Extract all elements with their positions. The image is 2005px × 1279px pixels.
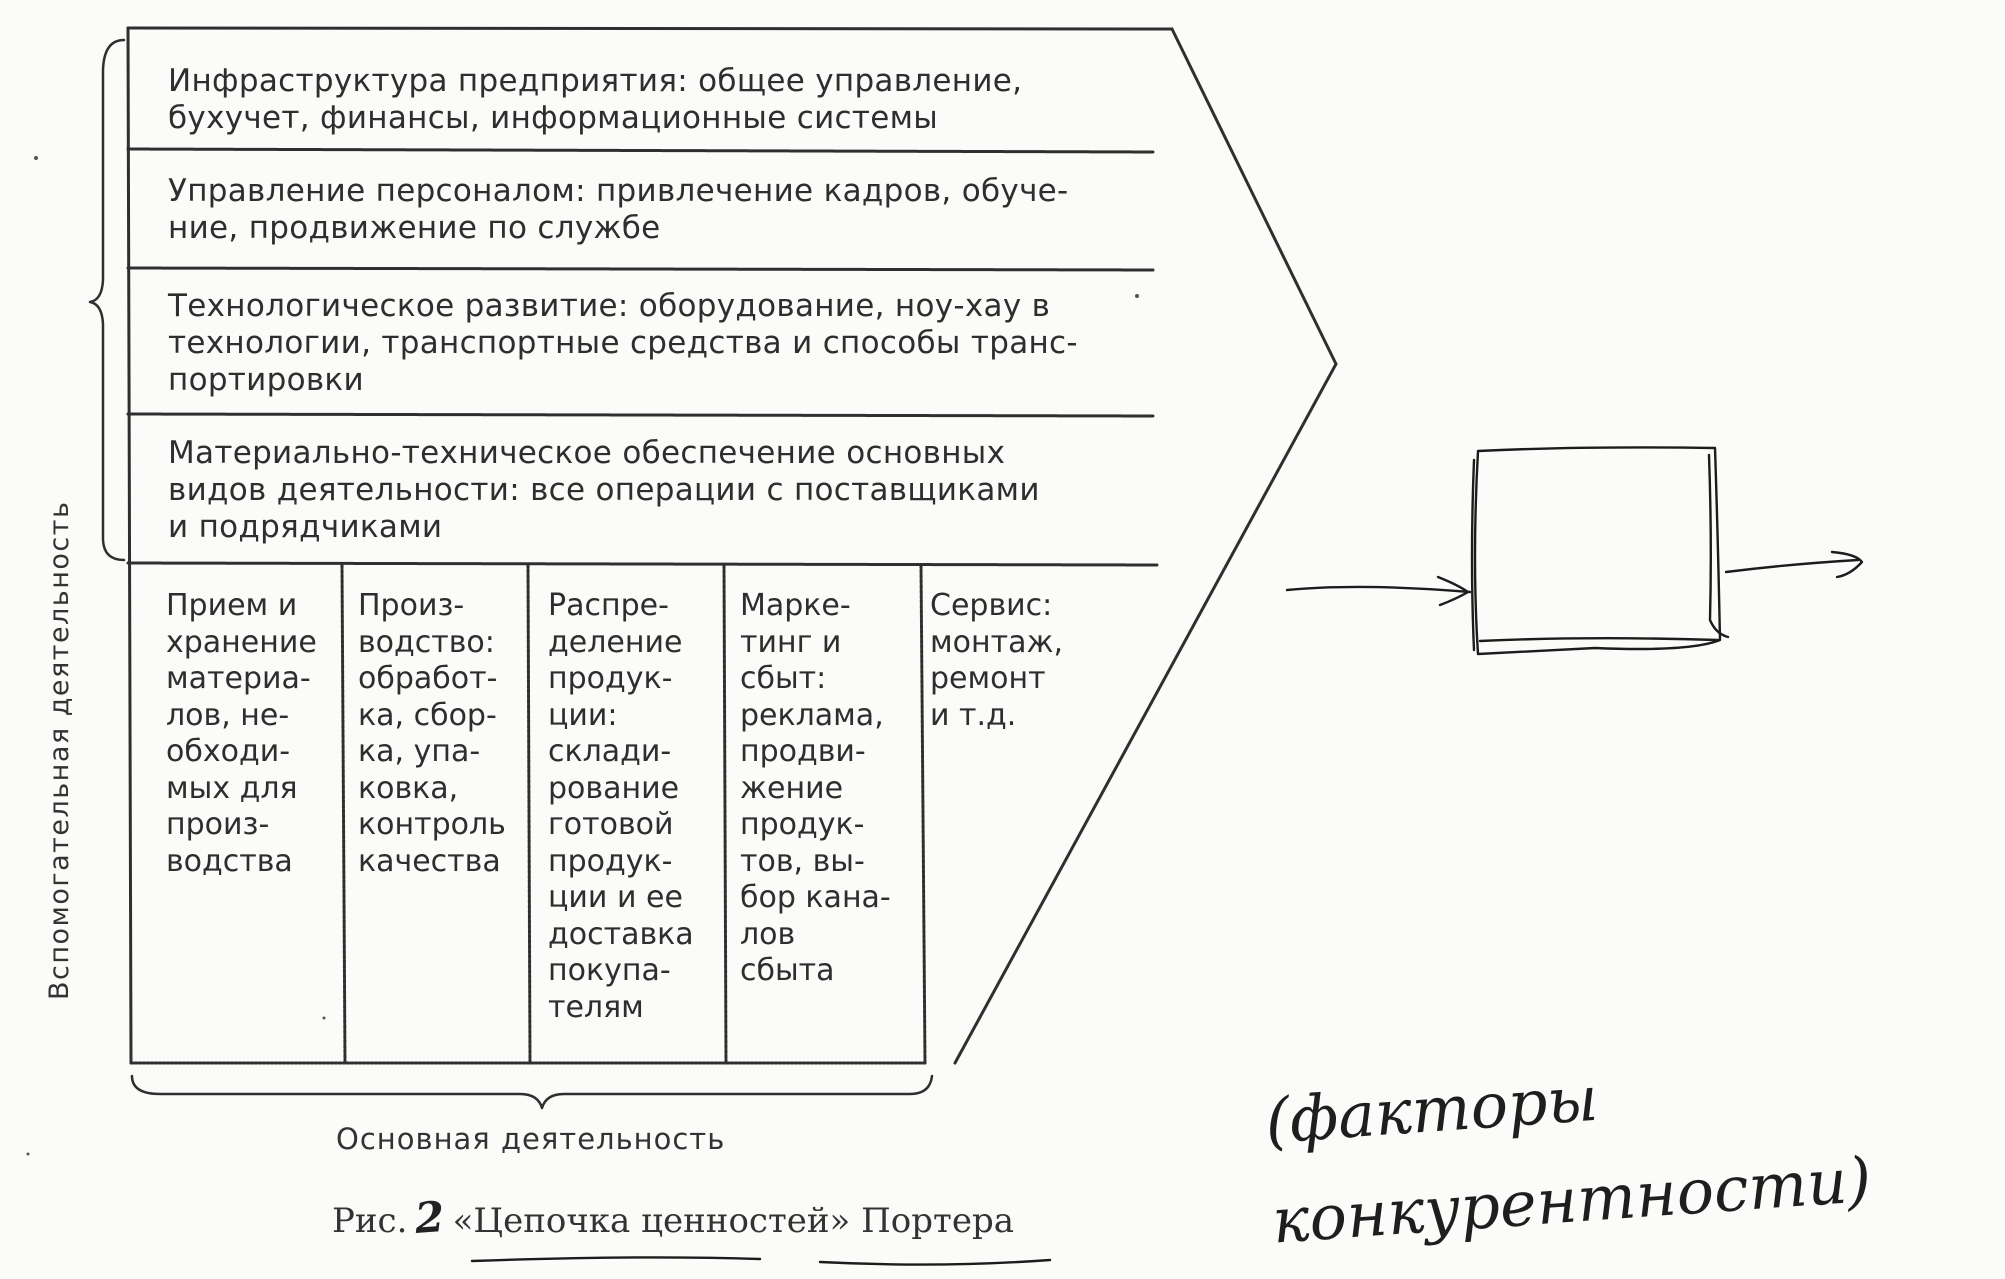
figure-caption [332, 1193, 1014, 1242]
primary-activity-inbound-logistics: Прием и хранение материа- лов, не- обходи- мых для произ- водства [166, 588, 317, 879]
primary-col-divider-4 [921, 565, 925, 1063]
support-row-divider-2 [128, 268, 1153, 270]
caption-prefix: Рис. [332, 1201, 408, 1241]
frame-top-edge [128, 28, 1172, 29]
support-row-divider-3 [128, 414, 1153, 416]
support-activity-technology-development: Технологическое развитие: оборудование, ноу-хау в технологии, транспортные средства и способы транс- портировки [168, 288, 1078, 398]
handwritten-note: (факторы конкурентности) [1262, 1061, 1874, 1258]
primary-col-divider-1 [342, 565, 345, 1063]
primary-activity-marketing-sales: Марке- тинг и сбыт: реклама, продви- жение продук- тов, вы- бор кана- лов сбыта [740, 588, 891, 988]
primary-activity-outbound-logistics: Распре- деление продук- ции: склади- рование готовой продук- ции и ее доставка покупа- телям [548, 588, 694, 1025]
scan-speck [323, 1017, 326, 1020]
support-brace [90, 40, 124, 560]
primary-activities-label: Основная деятельность [336, 1122, 726, 1156]
sketch-box-bottom-double [1480, 638, 1718, 641]
caption-pen-underline-1 [472, 1257, 760, 1261]
support-activity-hr-management: Управление персоналом: привлечение кадров, обуче- ние, продвижение по службе [168, 173, 1069, 246]
support-row-divider-4 [128, 563, 1157, 565]
scan-speck [27, 1153, 30, 1156]
sketch-arrow-out-head [1832, 552, 1862, 577]
support-activity-infrastructure: Инфраструктура предприятия: общее управление, бухучет, финансы, информационные системы [168, 63, 1023, 136]
primary-brace [132, 1076, 932, 1108]
sketch-box [1475, 447, 1720, 654]
caption-figure-number: 2 [413, 1192, 447, 1243]
sketch-box-inner-left [1472, 460, 1474, 650]
caption-title: «Цепочка ценностей» Портера [452, 1201, 1015, 1241]
frame-left-edge [128, 28, 131, 1063]
sketch-arrow-in-shaft [1287, 587, 1470, 592]
primary-activity-operations: Произ- водство: обработ- ка, сбор- ка, упа- ковка, контроль качества [358, 588, 506, 879]
support-activity-procurement: Материально-техническое обеспечение основных видов деятельности: все операции с поставщиками и подрядчиками [168, 435, 1040, 545]
scan-speck [34, 156, 38, 160]
primary-activity-service: Сервис: монтаж, ремонт и т.д. [930, 588, 1064, 733]
support-activities-label: Вспомогательная деятельность [44, 500, 75, 1000]
sketch-arrow-out-shaft [1726, 560, 1858, 572]
primary-col-divider-2 [528, 565, 530, 1063]
support-row-divider-1 [128, 149, 1153, 152]
arrow-tip-upper [1172, 29, 1336, 364]
primary-col-divider-3 [724, 565, 726, 1063]
caption-pen-underline-2 [820, 1260, 1050, 1265]
